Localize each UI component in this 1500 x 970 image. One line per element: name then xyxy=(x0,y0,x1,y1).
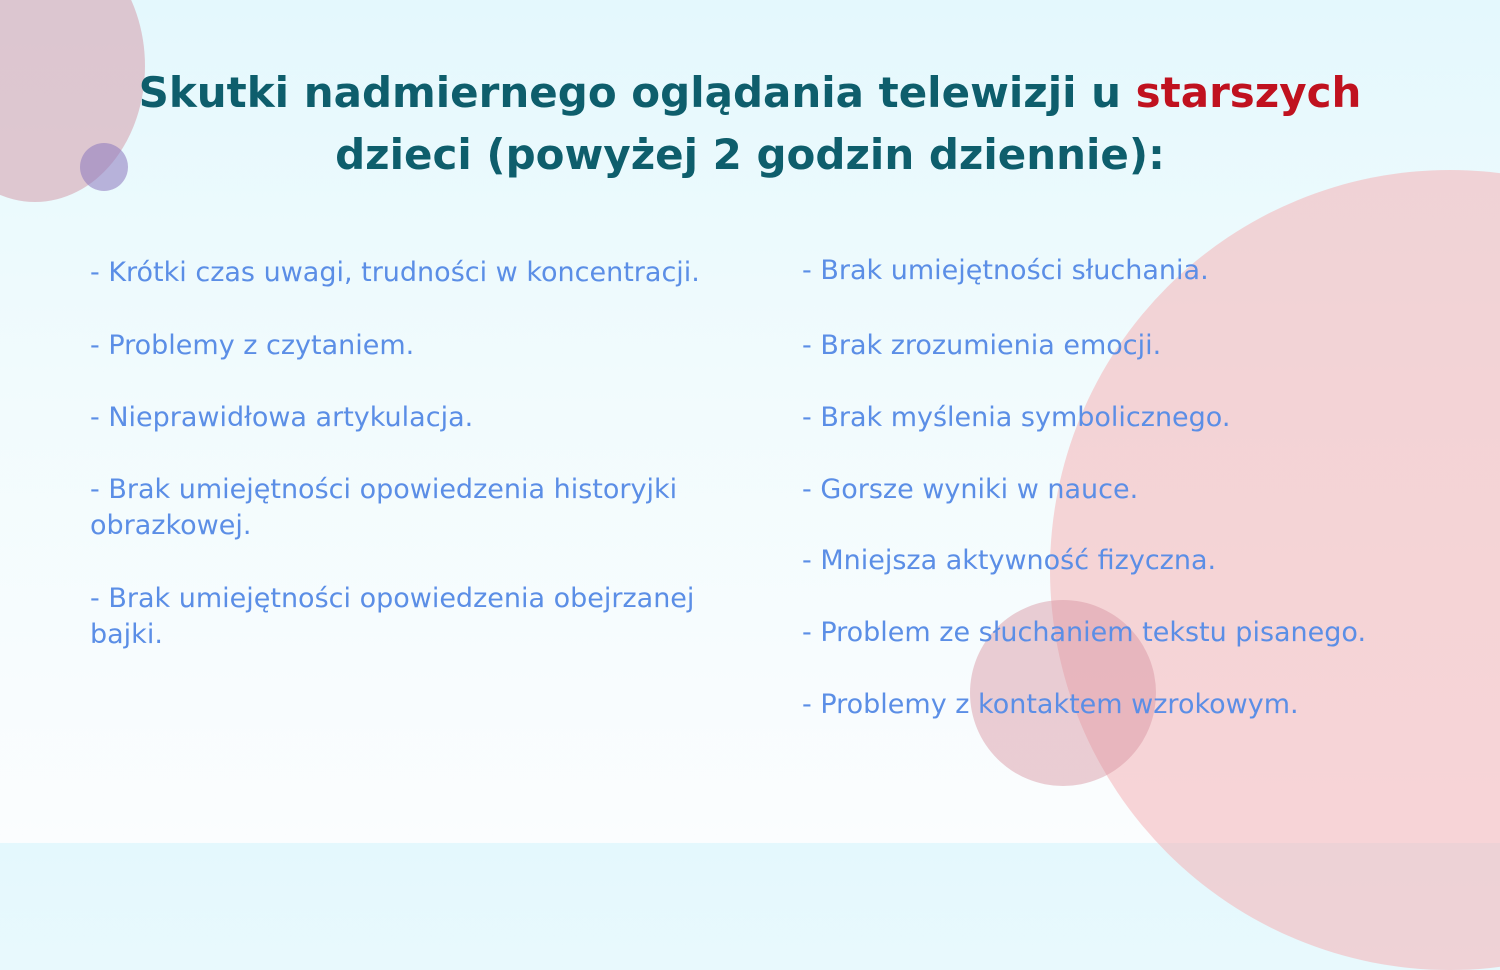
title-text-part2: dzieci (powyżej 2 godzin dziennie): xyxy=(335,130,1165,179)
list-item: - Gorsze wyniki w nauce. xyxy=(802,474,1139,505)
title-text-part1: Skutki nadmiernego oglądania telewizji u xyxy=(138,68,1136,117)
slide-title xyxy=(0,62,1500,186)
list-item: - Brak umiejętności opowiedzenia obejrzanej bajki. xyxy=(90,583,695,650)
list-item: - Nieprawidłowa artykulacja. xyxy=(90,402,474,433)
list-item: - Brak umiejętności opowiedzenia historyjki obrazkowej. xyxy=(90,474,678,541)
list-item: - Problem ze słuchaniem tekstu pisanego. xyxy=(802,617,1367,648)
list-item: - Brak zrozumienia emocji. xyxy=(802,330,1162,361)
title-accent-word: starszych xyxy=(1135,68,1362,117)
list-item: - Brak myślenia symbolicznego. xyxy=(802,402,1231,433)
list-item: - Problemy z czytaniem. xyxy=(90,330,415,361)
list-item: - Krótki czas uwagi, trudności w koncentracji. xyxy=(90,257,700,288)
list-item: - Mniejsza aktywność fizyczna. xyxy=(802,545,1217,576)
list-item: - Problemy z kontaktem wzrokowym. xyxy=(802,689,1299,720)
list-item: - Brak umiejętności słuchania. xyxy=(802,255,1209,286)
